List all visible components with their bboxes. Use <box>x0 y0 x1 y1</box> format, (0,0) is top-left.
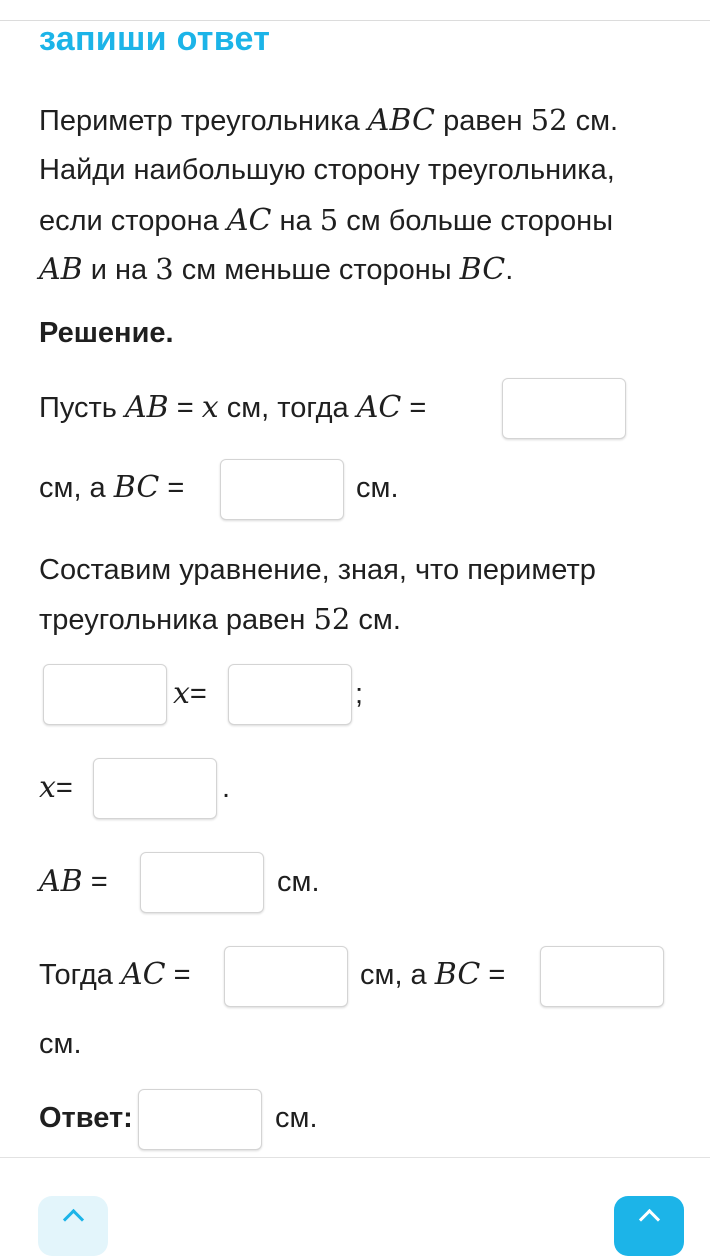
answer-input-bc-final[interactable] <box>540 946 664 1007</box>
next-button[interactable] <box>614 1196 684 1256</box>
equation-x: x= <box>173 676 207 711</box>
then-mid-text: см, а BC = <box>360 957 506 992</box>
answer-input-rhs[interactable] <box>228 664 352 725</box>
problem-line-3: если сторона AC на 5 см больше стороны <box>39 203 614 238</box>
then-text: Тогда AC = <box>39 957 191 992</box>
answer-input-ab[interactable] <box>140 852 264 913</box>
ab-text: AB = <box>39 864 108 899</box>
answer-input-bc[interactable] <box>220 459 344 520</box>
step2-text: см, а BC = <box>39 470 185 505</box>
step2-unit: см. <box>356 472 399 504</box>
problem-line-2: Найди наибольшую сторону треугольника, <box>39 154 615 186</box>
section-heading: запиши ответ <box>39 20 271 58</box>
answer-label: Ответ: <box>39 1102 133 1134</box>
answer-unit: см. <box>275 1102 318 1134</box>
solution-label: Решение. <box>39 317 174 349</box>
ab-unit: см. <box>277 866 320 898</box>
solve-x: x= <box>39 770 73 805</box>
answer-input-coefficient[interactable] <box>43 664 167 725</box>
chevron-up-icon <box>639 1209 660 1230</box>
equation-semicolon: ; <box>355 678 364 710</box>
chevron-up-icon <box>63 1209 84 1230</box>
problem-line-4: AB и на 3 см меньше стороны BC. <box>39 252 514 287</box>
step1-text: Пусть AB = x см, тогда AC = <box>39 390 427 425</box>
compose-line-1: Составим уравнение, зная, что периметр <box>39 554 596 586</box>
problem-line-1: Периметр треугольника ABC равен 52 см. <box>39 103 619 138</box>
then-unit: см. <box>39 1028 82 1060</box>
answer-input-x[interactable] <box>93 758 217 819</box>
answer-input-ac[interactable] <box>502 378 626 439</box>
prev-button[interactable] <box>38 1196 108 1256</box>
compose-line-2: треугольника равен 52 см. <box>39 602 401 636</box>
answer-input-ac-final[interactable] <box>224 946 348 1007</box>
solve-dot: . <box>222 772 231 804</box>
bottom-divider <box>0 1157 710 1158</box>
answer-input-final[interactable] <box>138 1089 262 1150</box>
